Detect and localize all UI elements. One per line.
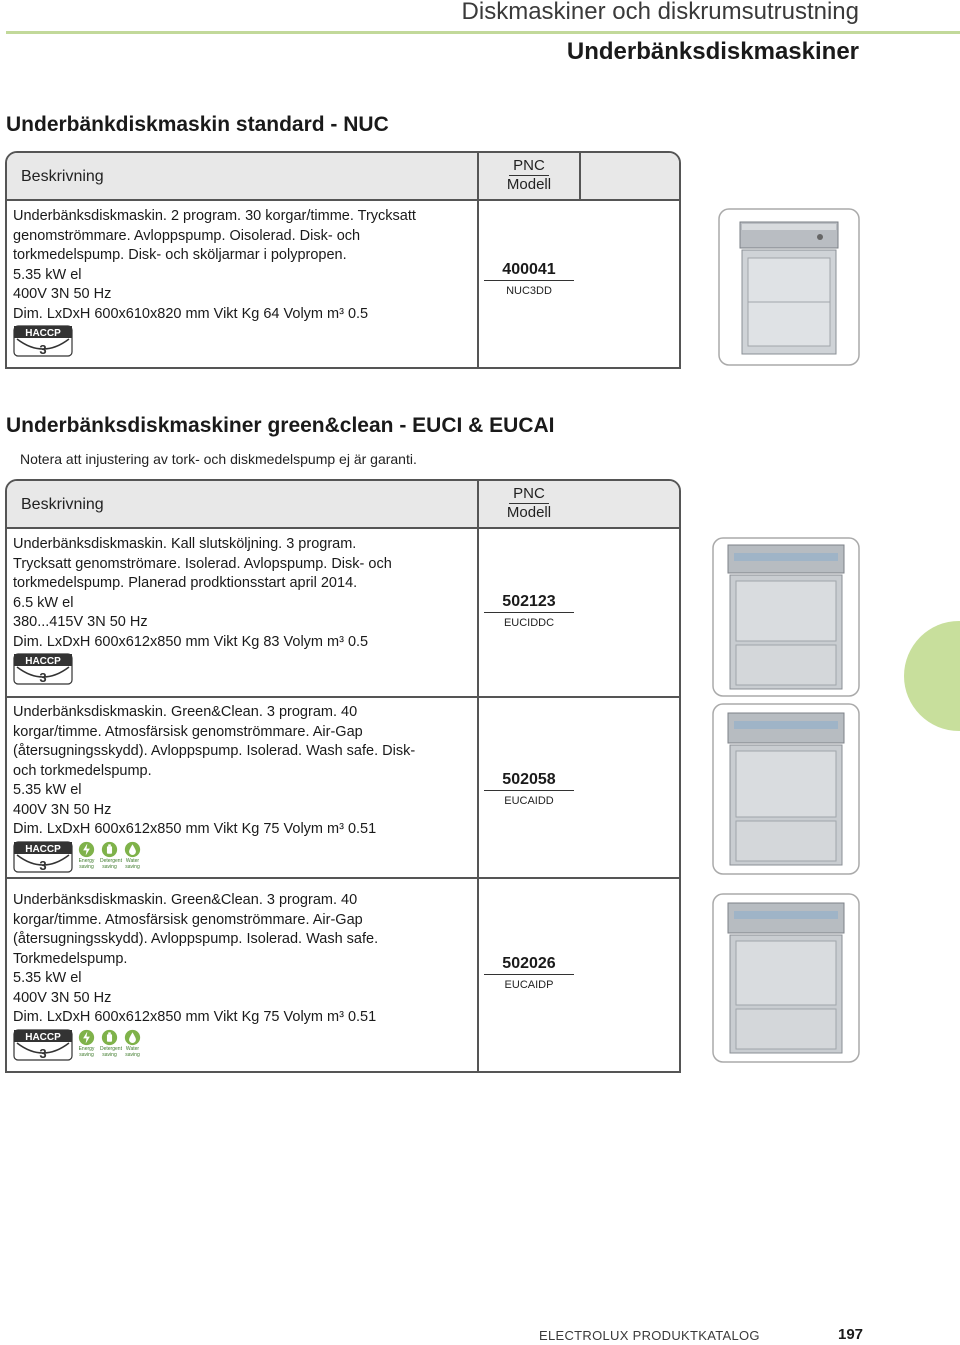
column-header-description: Beskrivning <box>21 168 104 185</box>
column-divider <box>579 153 581 201</box>
product-description-502058 <box>13 703 473 840</box>
pnc-cell-502026 <box>479 955 579 991</box>
description-line: 400V 3N 50 Hz <box>13 989 112 1006</box>
description-line: och torkmedelspump. <box>13 762 152 779</box>
column-divider <box>477 153 479 367</box>
column-header-description: Beskrivning <box>21 496 104 513</box>
model-label: Modell <box>506 504 552 521</box>
decorative-green-circle <box>904 621 960 731</box>
description-line: korgar/timme. Atmosfärsisk genomströmmare. Air-Gap <box>13 723 363 740</box>
detergent-saving-badge: Detergent saving <box>100 841 119 870</box>
column-header-pnc <box>479 157 579 194</box>
description-line: (återsugningsskydd). Avloppspump. Isolerad. Wash safe. <box>13 931 379 947</box>
energy-saving-icon <box>78 841 95 858</box>
product-description-502123 <box>13 535 473 652</box>
svg-text:3: 3 <box>39 670 47 685</box>
detergent-saving-icon <box>101 1029 118 1046</box>
haccp-badge-icon <box>13 841 73 873</box>
catalog-footer: ELECTROLUX PRODUKTKATALOG <box>539 1328 760 1343</box>
pnc-label: PNC <box>509 157 549 176</box>
product-image-eucidDC <box>712 537 860 697</box>
svg-text:HACCP: HACCP <box>25 656 61 667</box>
column-header-pnc <box>479 485 579 522</box>
svg-text:3: 3 <box>39 1046 47 1061</box>
energy-saving-badge: Energy saving <box>77 1029 96 1058</box>
description-line: korgar/timme. Atmosfärsisk genomströmmare. Air-Gap <box>13 911 363 928</box>
page-subtitle: Underbänksdiskmaskiner <box>566 38 859 65</box>
description-line: 6.5 kW el <box>13 594 74 611</box>
product-image-eucaidd <box>712 703 860 875</box>
page-category: Diskmaskiner och diskrumsutrustning <box>461 0 859 25</box>
description-line: Dim. LxDxH 600x612x850 mm Vikt Kg 75 Volym m³ 0.51 <box>13 1009 377 1025</box>
description-line: Dim. LxDxH 600x610x820 mm Vikt Kg 64 Volym m³ 0.5 <box>13 305 369 322</box>
section-title-nuc: Underbänkdiskmaskin standard - NUC <box>6 113 389 136</box>
description-line: 380...415V 3N 50 Hz <box>13 614 148 630</box>
product-table-green-clean <box>5 479 681 1073</box>
water-saving-icon <box>124 841 141 858</box>
row-divider <box>7 877 679 879</box>
pnc-number: 400041 <box>484 261 573 281</box>
warranty-note: Notera att injustering av tork- och diskmedelspump ej är garanti. <box>20 451 417 467</box>
model-code: EUCAIDP <box>504 979 554 991</box>
description-line: genomströmmare. Avloppspump. Oisolerad. Disk- och <box>13 227 361 244</box>
certification-badges <box>13 841 142 873</box>
page-number: 197 <box>838 1326 864 1343</box>
description-line: 5.35 kW el <box>13 970 82 986</box>
svg-text:3: 3 <box>39 858 47 873</box>
certification-badges <box>13 653 73 685</box>
description-line: 5.35 kW el <box>13 266 82 283</box>
product-description-502026 <box>13 891 473 1028</box>
svg-text:HACCP: HACCP <box>25 328 61 339</box>
pnc-cell-400041 <box>479 261 579 297</box>
water-saving-badge: Water saving <box>123 1029 142 1058</box>
description-line: Torkmedelspump. <box>13 950 128 967</box>
description-line: (återsugningsskydd). Avloppspump. Isolerad. Wash safe. Disk- <box>13 743 416 759</box>
product-table-nuc <box>5 151 681 369</box>
description-line: Trycksatt genomströmare. Isolerad. Avlopspump. Disk- och <box>13 555 392 572</box>
description-line: torkmedelspump. Disk- och sköljarmar i polypropen. <box>13 247 347 263</box>
model-label: Modell <box>506 176 552 193</box>
description-line: Underbänksdiskmaskin. Green&Clean. 3 program. 40 <box>13 892 358 908</box>
pnc-number: 502026 <box>484 955 573 975</box>
description-line: Underbänksdiskmaskin. Green&Clean. 3 program. 40 <box>13 704 358 720</box>
product-image-nuc3dd <box>718 208 860 366</box>
svg-text:HACCP: HACCP <box>25 844 61 855</box>
energy-saving-badge: Energy saving <box>77 841 96 870</box>
description-line: Dim. LxDxH 600x612x850 mm Vikt Kg 83 Volym m³ 0.5 <box>13 633 369 650</box>
description-line: 400V 3N 50 Hz <box>13 801 112 818</box>
certification-badges <box>13 1029 142 1061</box>
pnc-label: PNC <box>509 485 549 504</box>
haccp-badge-icon <box>13 1029 73 1061</box>
description-line: 5.35 kW el <box>13 782 82 798</box>
pnc-cell-502058 <box>479 771 579 807</box>
pnc-number: 502058 <box>484 771 573 791</box>
svg-text:3: 3 <box>39 342 47 357</box>
model-code: EUCAIDD <box>504 795 554 807</box>
water-saving-badge: Water saving <box>123 841 142 870</box>
description-line: Dim. LxDxH 600x612x850 mm Vikt Kg 75 Volym m³ 0.51 <box>13 821 377 837</box>
model-code: EUCIDDC <box>503 617 555 629</box>
water-saving-icon <box>124 1029 141 1046</box>
description-line: Underbänksdiskmaskin. Kall slutsköljning. 3 program. <box>13 536 357 552</box>
header-divider <box>6 31 960 34</box>
product-image-eucaidp <box>712 893 860 1063</box>
pnc-cell-502123 <box>479 593 579 629</box>
haccp-badge-icon <box>13 653 73 685</box>
pnc-number: 502123 <box>484 593 573 613</box>
detergent-saving-badge: Detergent saving <box>100 1029 119 1058</box>
energy-saving-icon <box>78 1029 95 1046</box>
description-line: 400V 3N 50 Hz <box>13 286 112 302</box>
svg-text:HACCP: HACCP <box>25 1032 61 1043</box>
certification-badges <box>13 325 73 357</box>
row-divider <box>7 696 679 698</box>
section-title-green-clean: Underbänksdiskmaskiner green&clean - EUCI & EUCAI <box>6 414 555 437</box>
model-code: NUC3DD <box>506 285 552 297</box>
haccp-badge-icon <box>13 325 73 357</box>
product-description-400041 <box>13 207 473 324</box>
description-line: Underbänksdiskmaskin. 2 program. 30 korgar/timme. Trycksatt <box>13 208 416 224</box>
description-line: torkmedelspump. Planerad prodktionsstart april 2014. <box>13 575 358 591</box>
detergent-saving-icon <box>101 841 118 858</box>
